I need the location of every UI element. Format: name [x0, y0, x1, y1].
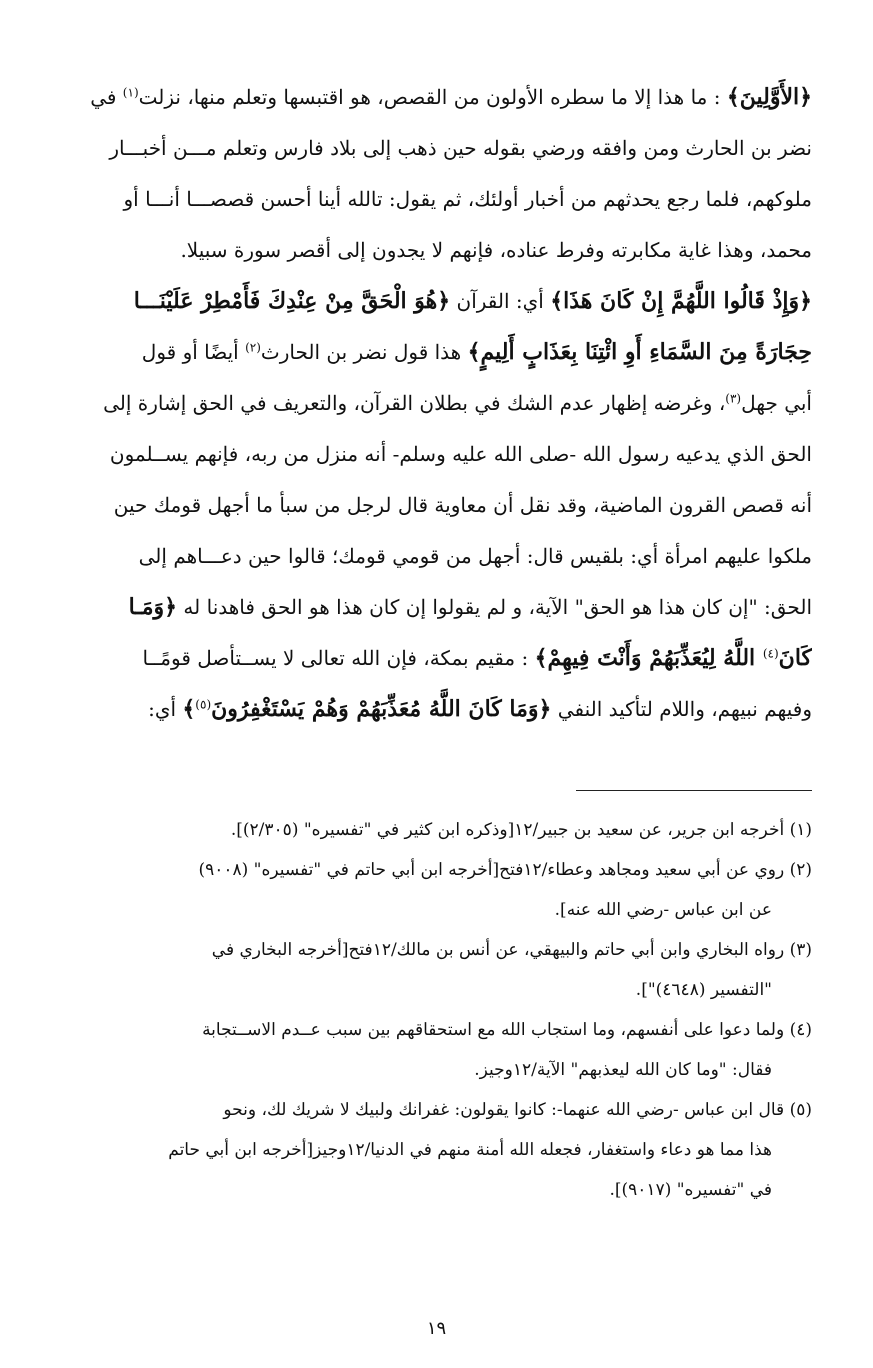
text-line-2: نضر بن الحارث ومن وافقه ورضي بقوله حين ذهب إلى بلاد فارس وتعلم مـــن أخبـــار: [109, 136, 812, 160]
footnote-4: (٤) ولما دعوا على أنفسهم، وما استجاب الله مع استحقاقهم بين سبب عــدم الاســتجابة: [202, 1020, 812, 1040]
line-text: وفيهم نبيهم، واللام لتأكيد النفي: [551, 697, 812, 721]
footnote-ref-3: (٣): [725, 391, 742, 406]
quran-verse: ﴿الأَوَّلِينَ﴾: [726, 84, 812, 110]
footnote-2-continued: عن ابن عباس -رضي الله عنه].: [554, 900, 772, 920]
quran-verse: ﴾: [182, 696, 196, 722]
text-line-12: [60, 633, 812, 684]
quran-verse: ﴿وَمَـا: [128, 594, 178, 620]
footnote-3-continued: "التفسير (٤٦٤٨)"].: [635, 980, 772, 1000]
line-text: : ما هذا إلا ما سطره الأولون من القصص، هو اقتبسها وتعلم منها، نزلت: [138, 85, 727, 109]
quran-verse: اللَّهُ لِيُعَذِّبَهُمْ وَأَنْتَ فِيهِمْ﴾: [534, 645, 763, 671]
line-text: أي: القرآن: [450, 289, 551, 313]
text-line-3: ملوكهم، فلما رجع يحدثهم من أخبار أولئك، ثم يقول: تالله أينا أحسن قصصـــا أنـــا أو: [123, 187, 812, 211]
quran-verse: ﴿وَمَا كَانَ اللَّهُ مُعَذِّبَهُمْ وَهُمْ يَسْتَغْفِرُونَ: [211, 696, 552, 722]
text-line-10: ملكوا عليهم امرأة أي: بلقيس قال: أجهل من قومي قومك؛ قالوا حين دعـــاهم إلى: [138, 544, 812, 568]
footnote-ref-5: (٥): [195, 697, 212, 712]
line-text: : مقيم بمكة، فإن الله تعالى لا يســتأصل قومًــا: [142, 646, 535, 670]
page-number: ١٩: [426, 1318, 447, 1339]
text-line-5: [60, 276, 812, 327]
line-text: ، وغرضه إظهار عدم الشك في بطلان القرآن، والتعريف في الحق إشارة إلى: [103, 391, 726, 415]
text-line-9: أنه قصص القرون الماضية، وقد نقل أن معاوية قال لرجل من سبأ ما أجهل قومك حين: [113, 493, 812, 517]
footnote-4-continued: فقال: "وما كان الله ليعذبهم" الآية/١٢وجيز.: [474, 1060, 772, 1080]
text-line-8: الحق الذي يدعيه رسول الله -صلى الله عليه وسلم- أنه منزل من ربه، فإنهم يســلمون: [109, 442, 812, 466]
line-text: أي:: [148, 697, 183, 721]
footnote-5: (٥) قال ابن عباس -رضي الله عنهما-: كانوا يقولون: غفرانك ولبيك لا شريك لك، ونحو: [223, 1100, 812, 1120]
text-line-7: [60, 378, 812, 429]
text-line-13: [60, 684, 812, 735]
footnote-ref-4: (٤): [762, 646, 779, 661]
quran-verse: ﴿هُوَ الْحَقَّ مِنْ عِنْدِكَ فَأَمْطِرْ عَلَيْنَـــا: [133, 288, 451, 314]
quran-verse: كَانَ: [778, 645, 812, 671]
line-text: أبي جهل: [741, 391, 812, 415]
footnote-3: (٣) رواه البخاري وابن أبي حاتم والبيهقي، عن أنس بن مالك/١٢فتح[أخرجه البخاري في: [211, 940, 812, 960]
text-line-6: [60, 327, 812, 378]
line-text: في: [90, 85, 123, 109]
footnote-ref-1: (١): [122, 85, 139, 100]
text-line-11: [60, 582, 812, 633]
quran-verse: ﴿وَإِذْ قَالُوا اللَّهُمَّ إِنْ كَانَ هَذَا﴾: [550, 288, 812, 314]
footnote-divider: [576, 790, 812, 791]
footnote-5-continued: هذا مما هو دعاء واستغفار، فجعله الله أمنة منهم في الدنيا/١٢وجيز[أخرجه ابن أبي حاتم: [168, 1140, 772, 1160]
text-line-1: [60, 72, 812, 123]
text-line-4: محمد، وهذا غاية مكابرته وفرط عناده، فإنهم لا يجدون إلى أقصر سورة سبيلا.: [180, 238, 812, 262]
main-text: [60, 72, 812, 735]
footnote-2: (٢) روي عن أبي سعيد ومجاهد وعطاء/١٢فتح[أخرجه ابن أبي حاتم في "تفسيره" (٩٠٠٨): [198, 860, 812, 880]
footnote-5-continued-2: في "تفسيره" (٩٠١٧)].: [609, 1180, 772, 1200]
line-text: هذا قول نضر بن الحارث: [260, 340, 468, 364]
footnote-1: (١) أخرجه ابن جرير، عن سعيد بن جبير/١٢[وذكره ابن كثير في "تفسيره" (٢/٣٠٥)].: [230, 820, 812, 840]
footnote-ref-2: (٢): [245, 340, 261, 355]
line-text: أيضًا أو قول: [141, 340, 246, 364]
quran-verse: حِجَارَةً مِنَ السَّمَاءِ أَوِ ائْتِنَا بِعَذَابٍ أَلِيمٍ﴾: [467, 339, 812, 365]
footnotes: [48, 810, 812, 1210]
line-text: الحق: "إن كان هذا هو الحق" الآية، و لم يقولوا إن كان هذا هو الحق فاهدنا له: [177, 595, 812, 619]
